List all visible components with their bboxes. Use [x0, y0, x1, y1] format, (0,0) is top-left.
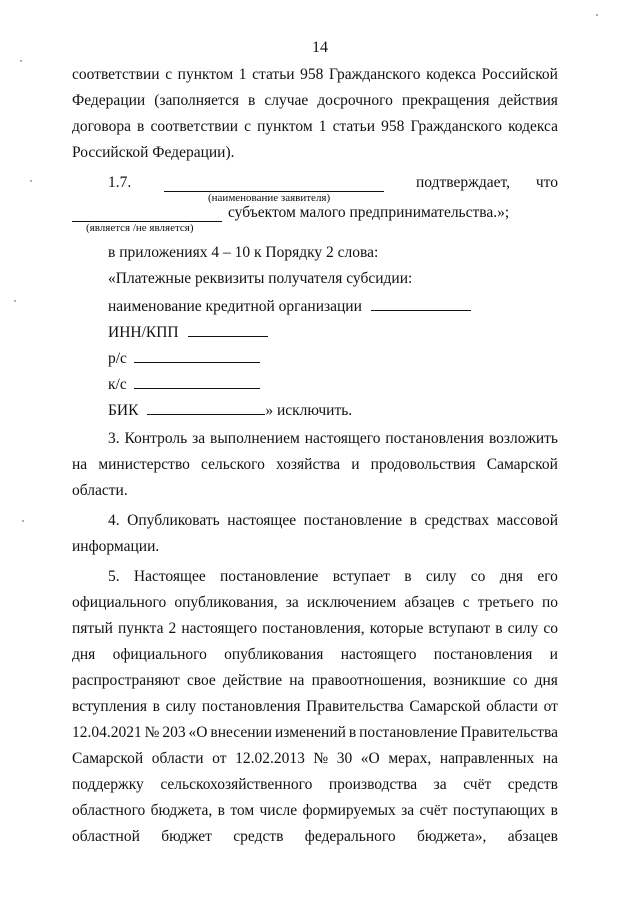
- word: 1: [318, 118, 327, 135]
- word: в: [550, 802, 558, 819]
- word: постановление: [359, 724, 458, 741]
- word: 2: [168, 620, 177, 637]
- text-line: [72, 616, 558, 642]
- word: договора: [72, 118, 131, 135]
- word: пунктом: [257, 118, 313, 135]
- word: дня: [534, 672, 558, 689]
- paragraph-4: [72, 508, 558, 534]
- word: 5.: [108, 568, 120, 585]
- word: постановление: [220, 568, 319, 585]
- word: вступает: [332, 568, 390, 585]
- word: в: [152, 698, 160, 715]
- word: которые: [369, 620, 424, 637]
- item-1-7-row: [72, 174, 558, 192]
- word: дня: [72, 646, 96, 663]
- word: Самарской: [72, 750, 144, 767]
- word: поддержку: [72, 776, 144, 793]
- word: с: [462, 594, 470, 611]
- word: официального: [112, 646, 207, 663]
- word: за: [433, 776, 447, 793]
- word: прекращения: [401, 92, 490, 109]
- scan-speck: [14, 300, 16, 302]
- bik-field: [72, 396, 558, 422]
- word: Правительства: [306, 698, 404, 715]
- word: числе: [259, 802, 298, 819]
- word: Гражданского: [329, 66, 421, 83]
- text-line: [72, 426, 558, 452]
- word: 1: [238, 66, 247, 83]
- word: министерство: [98, 456, 190, 473]
- word: Самарской: [409, 698, 481, 715]
- word: вступления: [72, 698, 148, 715]
- exclude-text: » исключить.: [265, 402, 353, 419]
- word: счёт: [419, 802, 448, 819]
- word: бюджет: [161, 828, 212, 845]
- word: массовой: [496, 512, 558, 529]
- inn-kpp-field: [72, 318, 558, 344]
- word: в: [495, 620, 503, 637]
- payment-details-heading: «Платежные реквизиты получателя субсидии:: [108, 270, 413, 287]
- word: Настоящее: [133, 568, 206, 585]
- text-line: [72, 668, 558, 694]
- applicant-caption: (наименование заявителя): [208, 192, 331, 204]
- word: возникшие: [433, 672, 506, 689]
- word: дня: [499, 568, 524, 585]
- word: изменений: [275, 724, 346, 741]
- word: Гражданского: [410, 118, 502, 135]
- word: силу: [425, 568, 457, 585]
- text-line: [72, 720, 558, 746]
- word: в: [217, 802, 225, 819]
- text-line: [72, 564, 558, 590]
- word: настоящего: [340, 646, 417, 663]
- word: средств: [507, 776, 558, 793]
- word: в: [409, 512, 417, 529]
- word: направленных: [439, 750, 535, 767]
- word: и: [351, 456, 360, 473]
- word: действие: [222, 672, 283, 689]
- word: Самарской: [486, 456, 558, 473]
- text-line: [72, 798, 558, 824]
- item-number: 1.7.: [108, 174, 132, 191]
- page-number: 14: [312, 39, 328, 56]
- text-line: [72, 746, 558, 772]
- word: №: [144, 724, 160, 741]
- word: постановления,: [262, 620, 365, 637]
- word: 4.: [108, 512, 120, 529]
- word: бюджета»,: [416, 828, 487, 845]
- scan-speck: [20, 60, 22, 62]
- word: опубликования: [224, 646, 324, 663]
- word: 3.: [108, 430, 120, 447]
- text-line: [72, 590, 558, 616]
- word: средствах: [424, 512, 490, 529]
- word: абзацев: [404, 594, 455, 611]
- word: на: [72, 456, 88, 473]
- word: настоящего: [181, 620, 258, 637]
- text-line: [72, 88, 558, 114]
- paragraph-5: [72, 564, 558, 850]
- word: 958: [381, 118, 405, 135]
- word: свое: [186, 672, 216, 689]
- word: 30: [336, 750, 353, 767]
- credit-org-blank: [371, 292, 471, 311]
- word: постановления: [433, 646, 533, 663]
- word: мерах,: [388, 750, 432, 767]
- word: в: [248, 92, 256, 109]
- word: со: [543, 620, 558, 637]
- word: области: [486, 698, 538, 715]
- word: 958: [300, 66, 324, 83]
- text-line: [72, 824, 558, 850]
- word: средств: [233, 828, 284, 845]
- word: том: [230, 802, 255, 819]
- rs-field: [72, 344, 558, 370]
- scan-speck: [596, 14, 598, 16]
- word: 203: [162, 724, 186, 741]
- scan-speck: [22, 520, 24, 522]
- inn-kpp-label: ИНН/КПП: [108, 324, 179, 341]
- text-line: [72, 694, 558, 720]
- word: в: [137, 118, 145, 135]
- word: статьи: [332, 118, 376, 135]
- word: на: [289, 672, 305, 689]
- ks-blank: [134, 370, 260, 389]
- word: со: [470, 568, 486, 585]
- word: действия: [498, 92, 558, 109]
- paragraph-3: [72, 426, 558, 478]
- text-line: Российской Федерации).: [72, 144, 235, 161]
- word: со: [512, 672, 528, 689]
- is-status-blank: [72, 204, 222, 222]
- credit-org-label: наименование кредитной организации: [108, 298, 362, 315]
- word: от: [212, 750, 227, 767]
- word: Российской: [481, 66, 558, 83]
- word: исключением: [306, 594, 397, 611]
- word: областной: [72, 828, 140, 845]
- word: постановления: [201, 698, 301, 715]
- word: настоящего: [304, 430, 381, 447]
- word: по: [541, 594, 558, 611]
- word: постановление: [303, 512, 403, 529]
- text-line: [72, 508, 558, 534]
- word: официального: [72, 594, 167, 611]
- small-business-text: субъектом малого предпринимательства.»;: [228, 204, 510, 221]
- word: на: [542, 750, 558, 767]
- word: опубликования,: [174, 594, 278, 611]
- word: пунктом: [177, 66, 234, 83]
- ks-label: к/с: [108, 376, 127, 393]
- word: Контроль: [124, 430, 188, 447]
- ks-field: [72, 370, 558, 396]
- word: внесении: [210, 724, 273, 741]
- credit-org-field: [72, 292, 558, 318]
- word: Правительства: [460, 724, 558, 741]
- word: статьи: [252, 66, 295, 83]
- word: соответствии: [72, 66, 160, 83]
- rs-blank: [134, 344, 260, 363]
- paragraph-top: [72, 62, 558, 140]
- that-word: что: [535, 174, 558, 191]
- word: досрочного: [317, 92, 393, 109]
- word: областного: [72, 802, 146, 819]
- word: настоящее: [227, 512, 297, 529]
- word: Федерации: [72, 92, 146, 109]
- word: от: [543, 698, 558, 715]
- word: с: [165, 66, 173, 83]
- bik-label: БИК: [108, 402, 139, 419]
- word: силу: [507, 620, 539, 637]
- confirms-word: подтверждает,: [416, 174, 510, 191]
- word: федерального: [304, 828, 396, 845]
- word: сельского: [201, 456, 265, 473]
- word: «О: [188, 724, 208, 741]
- word: счёт: [463, 776, 492, 793]
- word: правоотношения,: [311, 672, 427, 689]
- inn-kpp-blank: [188, 318, 268, 337]
- word: продовольствия: [370, 456, 476, 473]
- word: 12.02.2013: [235, 750, 305, 767]
- word: за: [285, 594, 299, 611]
- rs-label: р/с: [108, 350, 127, 367]
- word: сельскохозяйственного: [160, 776, 313, 793]
- is-status-caption: (является /не является): [86, 222, 194, 234]
- small-business-row: [72, 204, 558, 222]
- text-line: [72, 642, 558, 668]
- appendix-intro: в приложениях 4 – 10 к Порядку 2 слова:: [108, 244, 379, 261]
- word: постановления: [385, 430, 485, 447]
- word: вступают: [428, 620, 491, 637]
- text-line: [72, 62, 558, 88]
- word: хозяйства: [276, 456, 341, 473]
- word: (заполняется: [154, 92, 240, 109]
- word: пятый: [72, 620, 113, 637]
- word: в: [404, 568, 412, 585]
- word: пункта: [117, 620, 164, 637]
- word: области: [151, 750, 204, 767]
- word: с: [244, 118, 252, 135]
- scan-speck: [30, 180, 32, 182]
- text-line: [72, 452, 558, 478]
- word: выполнением: [210, 430, 300, 447]
- word: кодекса: [426, 66, 476, 83]
- bik-blank: [147, 396, 265, 415]
- text-line: [72, 772, 558, 798]
- word: производства: [328, 776, 418, 793]
- document-body: [72, 62, 558, 850]
- text-line: области.: [72, 482, 128, 499]
- word: случае: [264, 92, 309, 109]
- text-line: [72, 114, 558, 140]
- word: поступающих: [452, 802, 546, 819]
- word: кодекса: [508, 118, 558, 135]
- word: третьего: [477, 594, 534, 611]
- word: силу: [165, 698, 197, 715]
- word: бюджета,: [150, 802, 213, 819]
- word: распространяют: [72, 672, 180, 689]
- word: и: [549, 646, 558, 663]
- word: в: [348, 724, 357, 741]
- applicant-name-blank: [164, 174, 384, 192]
- word: «О: [360, 750, 380, 767]
- word: формируемых: [302, 802, 396, 819]
- word: Опубликовать: [127, 512, 220, 529]
- word: возложить: [488, 430, 558, 447]
- word: 12.04.2021: [72, 724, 142, 741]
- word: его: [537, 568, 558, 585]
- word: абзацев: [507, 828, 558, 845]
- word: за: [401, 802, 415, 819]
- word: за: [192, 430, 206, 447]
- word: соответствии: [150, 118, 239, 135]
- word: №: [313, 750, 329, 767]
- text-line: информации.: [72, 538, 160, 555]
